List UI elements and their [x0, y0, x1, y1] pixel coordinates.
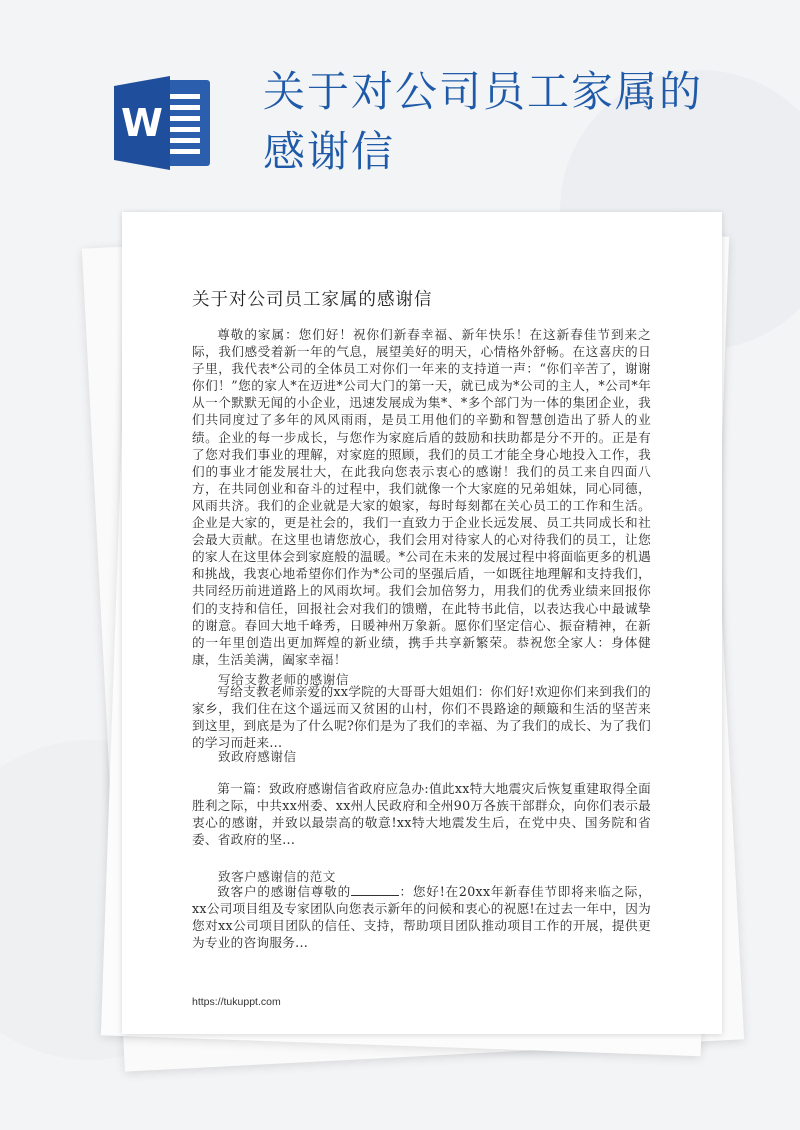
page-title-line1: 关于对公司员工家属的 — [263, 67, 704, 116]
section-heading-3: 致客户感谢信的范文 — [218, 869, 336, 884]
fill-in-blank — [351, 884, 399, 896]
paragraph-4-start: 致客户的感谢信尊敬的 — [217, 884, 352, 899]
page-title-line2: 感谢信 — [263, 127, 396, 176]
svg-text:W: W — [121, 101, 163, 145]
document-page — [122, 212, 722, 1034]
header — [0, 0, 800, 190]
section-heading-2: 致政府感谢信 — [218, 749, 297, 764]
document-paragraph-1: 尊敬的家属：您们好！祝你们新春幸福、新年快乐！在这新春佳节到来之际，我们感受着新一年的气息，展望美好的明天，心情格外舒畅。在这喜庆的日子里，我代表*公司的全体员工对你们一年来的支持道一声：“你们辛苦了，谢谢你们！”您的家人*在迈进*公司大门的第一天，就已成为*公司的主人，*公司*年从一个默默无闻的小企业，迅速发展成为集*、*多个部门为一体的集团企业，我们共同度过了多年的风风雨雨，是员工用他们的辛勤和智慧创造出了骄人的业绩。企业的每一步成长，与您作为家庭后盾的鼓励和扶助都是分不开的。正是有了您对我们事业的理解，对家庭的照顾，我们的员工才能全身心地投入工作，我们的事业才能发展壮大，在此我向您表示衷心的感谢！我们的员工来自四面八方，在共同创业和奋斗的过程中，我们就像一个大家庭的兄弟姐妹，同心同德，风雨共济。我们的企业就是大家的娘家，每时每刻都在关心员工的工作和生活。企业是大家的，更是社会的，我们一直致力于企业长远发展、员工共同成长和社会最大贡献。在这里也请您放心，我们会用对待家人的心对待我们的员工，让您的家人在这里体会到家庭般的温暖。*公司在未来的发展过程中将面临更多的机遇和挑战，我衷心地希望你们作为*公司的坚强后盾，一如既往地理解和支持我们，共同经历前进道路上的风雨坎坷。我们会加倍努力，用我们的优秀业绩来回报你们的支持和信任，回报社会对我们的馈赠，在此特书此信，以表达我心中最诚挚的谢意。春回大地千峰秀，日暖神州万象新。愿你们坚定信心、振奋精神，在新的一年里创造出更加辉煌的新业绩，携手共享新繁荣。恭祝您全家人：身体健康，生活美满，阖家幸福！ — [192, 327, 651, 667]
section-heading-1: 写给支教老师的感谢信 — [218, 672, 349, 687]
document-paragraph-4 — [192, 883, 651, 951]
source-url[interactable]: https://tukuppt.com — [192, 996, 281, 1008]
document-paragraph-2: 写给支教老师亲爱的xx学院的大哥哥大姐姐们：你们好!欢迎你们来到我们的家乡，我们住在这个遥远而又贫困的山村，你们不畏路途的颠簸和生活的坚苦来到这里，到底是为了什么呢?你们是为了我们的幸福、为了我们的成长、为了我们的学习而赶来... — [192, 684, 651, 751]
paragraph-4-end: ：您好!在20xx年新春佳节即将来临之际，xx公司项目组及专家团队向您表示新年的问候和衷心的祝愿!在过去一年中，因为您对xx公司项目团队的信任、支持，帮助项目团队推动项目工作的开展，提供更为专业的咨询服务... — [192, 884, 651, 951]
page-title — [263, 62, 763, 182]
document-title: 关于对公司员工家属的感谢信 — [192, 290, 433, 310]
document-paragraph-3: 第一篇：致政府感谢信省政府应急办:值此xx特大地震灾后恢复重建取得全面胜利之际，中共xx州委、xx州人民政府和全州90万各族干部群众，向你们表示最衷心的感谢，并致以最崇高的敬意!xx特大地震发生后，在党中央、国务院和省委、省政府的坚... — [192, 781, 651, 848]
word-document-icon — [112, 72, 214, 174]
